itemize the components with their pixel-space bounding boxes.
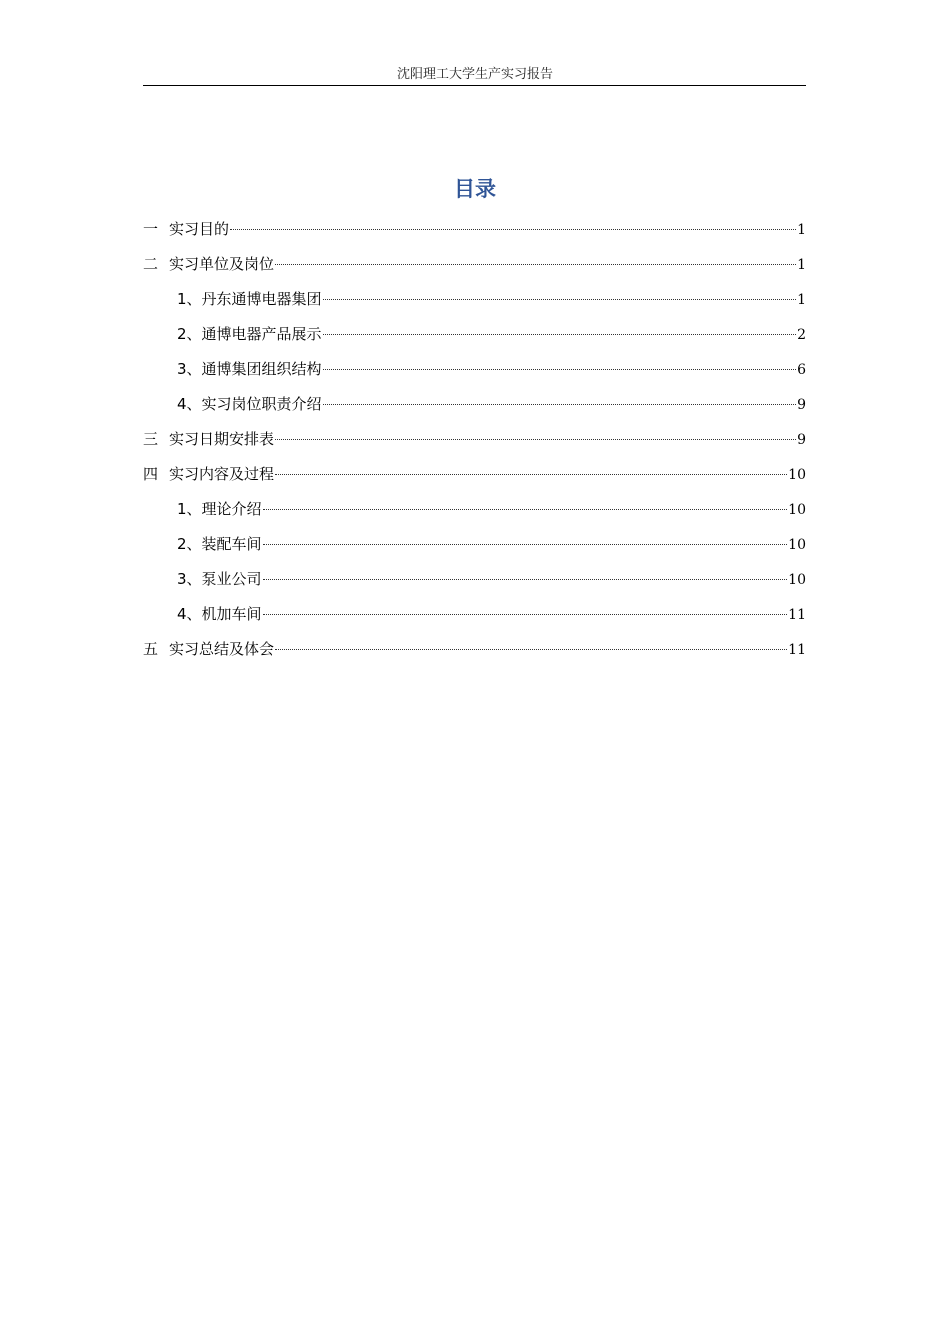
toc-leader-dots	[275, 473, 787, 475]
toc-entry-label: 泵业公司	[201, 570, 262, 588]
toc-leader-dots	[263, 508, 788, 510]
toc-entry-label: 实习内容及过程	[169, 465, 275, 483]
toc-entry-number: 五	[143, 640, 159, 658]
toc-entry-number: 1、	[177, 290, 202, 308]
toc-entry-number: 4、	[177, 605, 202, 623]
toc-entry-page: 10	[788, 467, 806, 483]
toc-entry[interactable]	[143, 457, 806, 492]
toc-entry-page: 1	[797, 257, 806, 273]
header-divider	[143, 85, 806, 86]
page-header: 沈阳理工大学生产实习报告	[396, 67, 553, 82]
toc-entry-page: 11	[788, 607, 806, 623]
toc-entry[interactable]	[143, 212, 806, 247]
toc-entry-label: 通博电器产品展示	[201, 325, 322, 343]
toc-entry[interactable]	[143, 492, 806, 527]
toc-entry-label: 理论介绍	[201, 500, 262, 518]
toc-entry-page: 10	[788, 537, 806, 553]
toc-leader-dots	[275, 263, 796, 265]
toc-entry-label: 实习日期安排表	[169, 430, 275, 448]
toc-leader-dots	[323, 368, 797, 370]
toc-entry-number: 4、	[177, 395, 202, 413]
toc-entry-number: 2、	[177, 325, 202, 343]
toc-entry-number: 1、	[177, 500, 202, 518]
toc-entry-label: 机加车间	[201, 605, 262, 623]
toc-leader-dots	[263, 578, 788, 580]
toc-entry[interactable]	[143, 387, 806, 422]
toc-entry-number: 三	[143, 430, 159, 448]
toc-entry-number: 3、	[177, 360, 202, 378]
toc-title: 目录	[454, 177, 496, 201]
toc-leader-dots	[323, 298, 797, 300]
toc-entry-page: 1	[797, 292, 806, 308]
toc-entry-page: 10	[788, 502, 806, 518]
toc-leader-dots	[323, 333, 797, 335]
toc-leader-dots	[323, 403, 797, 405]
toc-leader-dots	[230, 228, 796, 230]
toc-leader-dots	[275, 648, 787, 650]
toc-entry-page: 2	[797, 327, 806, 343]
toc-entry[interactable]	[143, 422, 806, 457]
toc-entry-page: 9	[797, 397, 806, 413]
toc-entry-page: 10	[788, 572, 806, 588]
toc-entry-page: 11	[788, 642, 806, 658]
toc-entry-label: 丹东通博电器集团	[201, 290, 322, 308]
toc-entry-number: 2、	[177, 535, 202, 553]
toc-entry-label: 实习目的	[169, 220, 230, 238]
toc-entry[interactable]	[143, 282, 806, 317]
toc-entry-page: 1	[797, 222, 806, 238]
toc-leader-dots	[263, 543, 788, 545]
toc-leader-dots	[275, 438, 796, 440]
toc-entry[interactable]	[143, 527, 806, 562]
toc-entry[interactable]	[143, 317, 806, 352]
toc-entry[interactable]	[143, 597, 806, 632]
toc-entry-number: 一	[143, 220, 159, 238]
toc-entry-label: 实习岗位职责介绍	[201, 395, 322, 413]
toc-entry[interactable]	[143, 352, 806, 387]
toc-entry-number: 3、	[177, 570, 202, 588]
toc-entry-page: 9	[797, 432, 806, 448]
toc-entry[interactable]	[143, 247, 806, 282]
toc-leader-dots	[263, 613, 788, 615]
toc-entry-label: 通博集团组织结构	[201, 360, 322, 378]
toc-entry-label: 实习总结及体会	[169, 640, 275, 658]
toc-entry[interactable]	[143, 632, 806, 667]
toc-entry[interactable]	[143, 562, 806, 597]
toc-entry-number: 二	[143, 255, 159, 273]
toc-entry-number: 四	[143, 465, 159, 483]
toc-entry-label: 装配车间	[201, 535, 262, 553]
toc-entry-page: 6	[797, 362, 806, 378]
toc-entry-label: 实习单位及岗位	[169, 255, 275, 273]
table-of-contents	[143, 212, 806, 667]
